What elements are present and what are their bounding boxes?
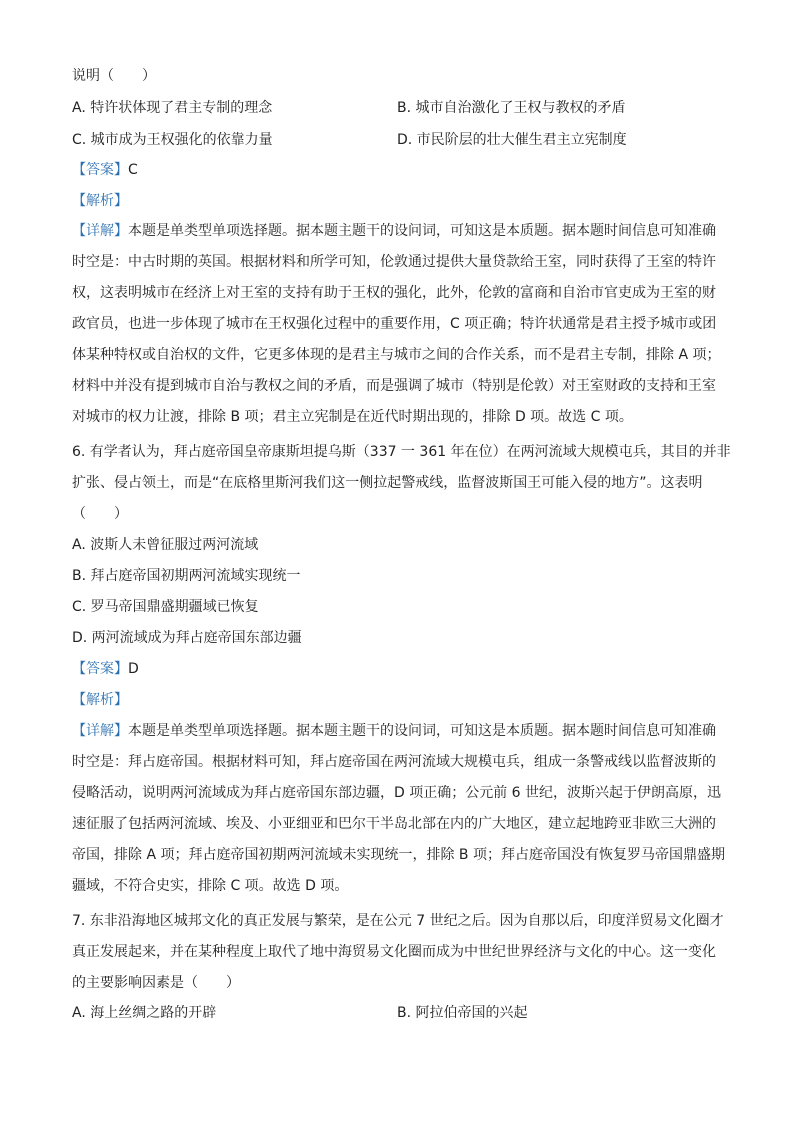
q5-stem-tail: 说明（ ） [72,68,156,84]
stem-line: 7. 东非沿海地区城邦文化的真正发展与繁荣，是在公元 7 世纪之后。因为自那以后，印度洋贸易文化圈才 [72,913,724,929]
detail-line: 本题是单类型单项选择题。据本题主题干的设问词，可知这是本质题。据本题时间信息可知准确 [128,223,716,239]
detail-line: 速征服了包括两河流域、埃及、小亚细亚和巴尔干半岛北部在内的广大地区，建立起地跨亚非欧三大洲的 [72,816,716,832]
detail-line: 时空是：中古时期的英国。根据材料和所学可知，伦敦通过提供大量贷款给王室，同时获得了王室的特许 [72,254,716,270]
detail-line: 侵略活动，说明两河流域成为拜占庭帝国东部边疆，D 项正确；公元前 6 世纪，波斯兴起于伊朗高原，迅 [72,785,722,801]
q6-analysis-tag: 【解析】 [72,692,128,708]
q6-stem [72,437,731,530]
q5-option-d: D. 市民阶层的壮大催生君主立宪制度 [397,132,627,148]
q7-option-b: B. 阿拉伯帝国的兴起 [397,1005,528,1021]
q7-option-a: A. 海上丝绸之路的开辟 [72,1005,217,1021]
detail-line: 政官员，也进一步体现了城市在王权强化过程中的重要作用，C 项正确；特许状通常是君主授予城市或团 [72,316,717,332]
q5-option-a: A. 特许状体现了君主专制的理念 [72,100,273,116]
detail-line: 帝国，排除 A 项；拜占庭帝国初期两河流域未实现统一，排除 B 项；拜占庭帝国没有恢复罗马帝国鼎盛期 [72,847,725,863]
q5-detail-paragraph [72,216,722,433]
detail-tag: 【详解】 [72,723,128,739]
q6-detail-paragraph [72,716,725,902]
detail-line: 本题是单类型单项选择题。据本题主题干的设问词，可知这是本质题。据本题时间信息可知准确 [128,723,716,739]
detail-line: 疆域，不符合史实，排除 C 项。故选 D 项。 [72,878,349,894]
q6-option-d: D. 两河流域成为拜占庭帝国东部边疆 [72,630,302,646]
q5-option-b: B. 城市自治激化了王权与教权的矛盾 [397,100,626,116]
detail-line: 体某种特权或自治权的文件，它更多体现的是君主与城市之间的合作关系，而不是君主专制，排除 A 项； [72,347,721,363]
stem-line: 扩张、侵占领土，而是“在底格里斯河我们这一侧拉起警戒线，监督波斯国王可能入侵的地方”。这表明 [72,475,703,491]
q6-answer [72,659,139,679]
detail-line: 时空是：拜占庭帝国。根据材料可知，拜占庭帝国在两河流域大规模屯兵，组成一条警戒线以监督波斯的 [72,754,716,770]
answer-tag: 【答案】 [72,162,128,178]
answer-tag: 【答案】 [72,661,128,677]
q5-answer [72,160,138,180]
stem-line: 真正发展起来，并在某种程度上取代了地中海贸易文化圈而成为中世纪世界经济与文化的中心。这一变化 [72,944,716,960]
detail-line: 材料中并没有提到城市自治与教权之间的矛盾，而是强调了城市（特别是伦敦）对王室财政的支持和王室 [72,378,716,394]
answer-value: C [128,162,138,178]
q6-option-b: B. 拜占庭帝国初期两河流域实现统一 [72,568,301,584]
q6-option-a: A. 波斯人未曾征服过两河流域 [72,537,259,553]
detail-tag: 【详解】 [72,223,128,239]
detail-line: 对城市的权力让渡，排除 B 项；君主立宪制是在近代时期出现的，排除 D 项。故选 C 项。 [72,409,633,425]
q5-option-c: C. 城市成为王权强化的依靠力量 [72,132,273,148]
q7-stem [72,906,722,999]
detail-line: 权，这表明城市在经济上对王室的支持有助于王权的强化，此外，伦敦的富商和自治市官吏成为王室的财 [72,285,716,301]
stem-line: 6. 有学者认为，拜占庭帝国皇帝康斯坦提乌斯（337 一 361 年在位）在两河流域大规模屯兵，其目的并非 [72,444,731,460]
stem-line: 的主要影响因素是（ ） [72,975,240,991]
answer-value: D [128,661,139,677]
q6-option-c: C. 罗马帝国鼎盛期疆域已恢复 [72,599,259,615]
stem-line: （ ） [72,506,128,522]
q5-analysis-tag: 【解析】 [72,193,128,209]
